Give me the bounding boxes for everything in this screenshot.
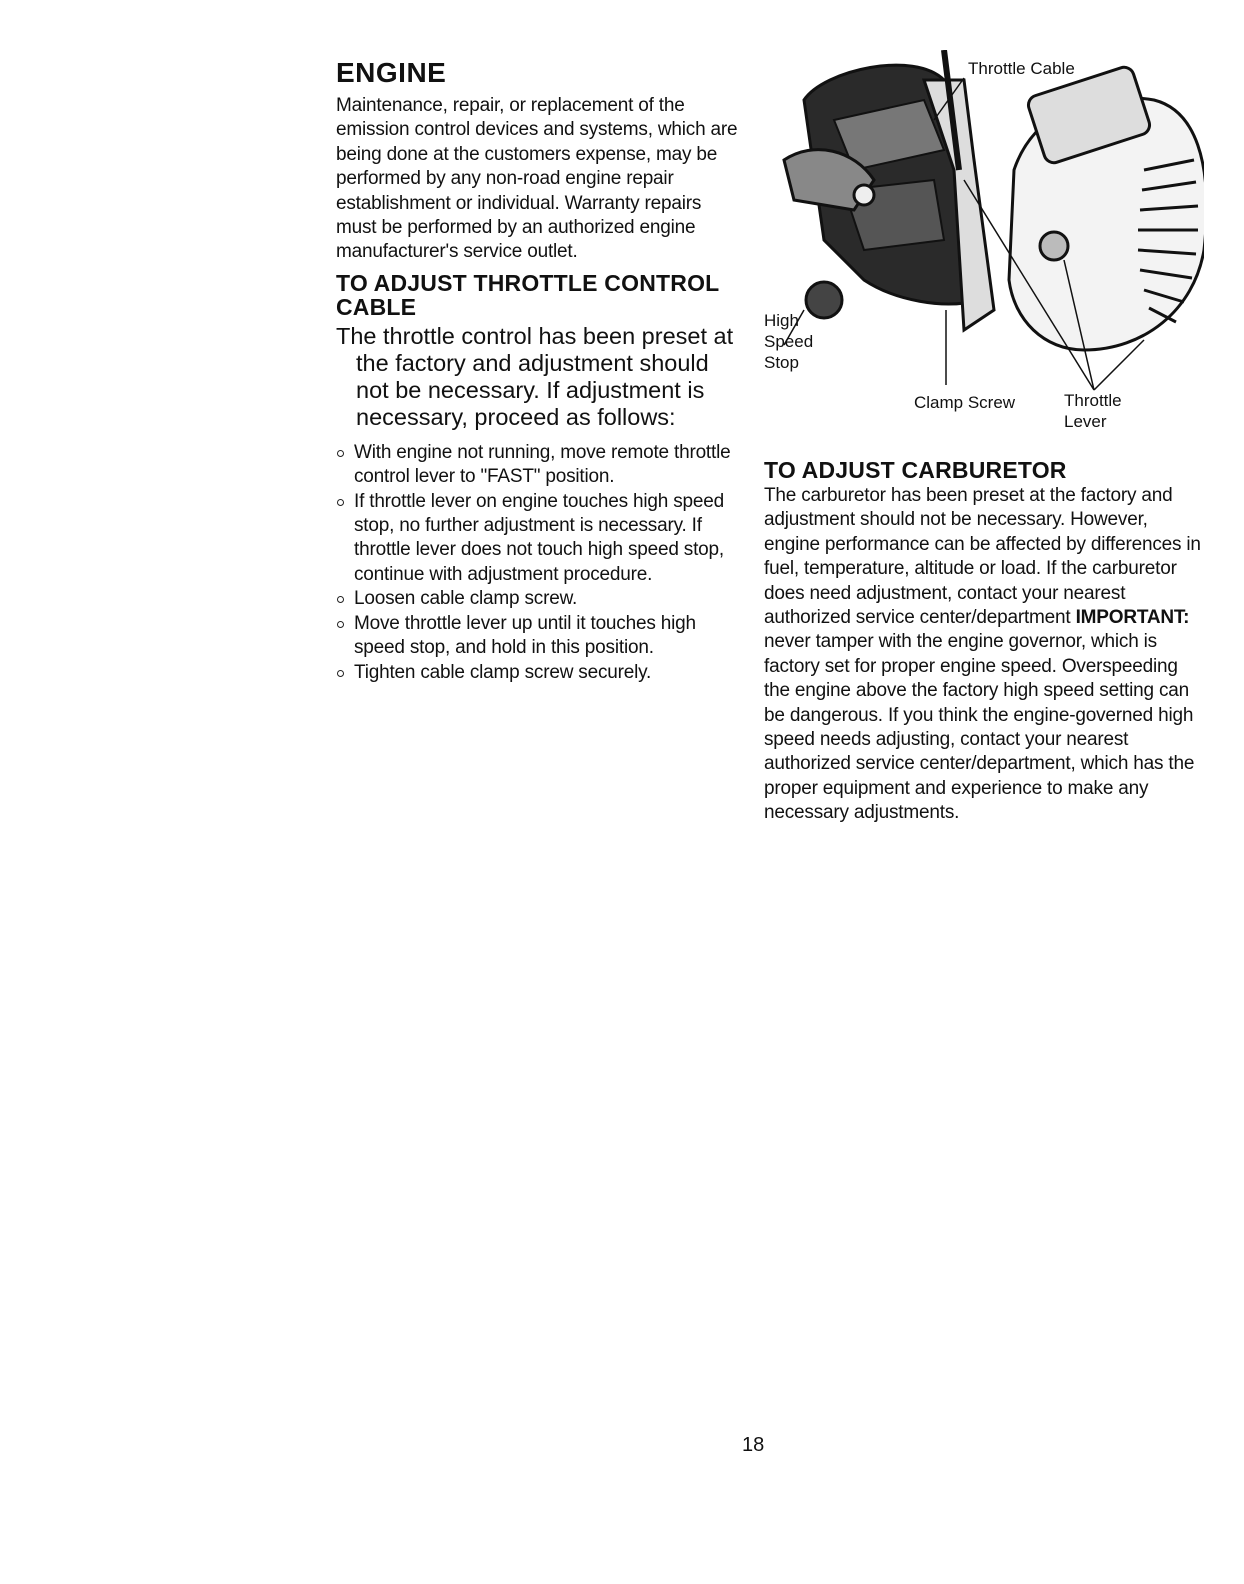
list-item: Loosen cable clamp screw.	[336, 587, 746, 611]
important-body: never tamper with the engine governor, which is factory set for proper engine speed. Overspeeding the engine above the factory high speed setting can be dangerous. If you think the engine-governed high speed needs adjusting, contact your nearest authorized service center/department, which has the proper equipment and experience to make any necessary adjustments.	[764, 631, 1195, 824]
label-throttle-cable	[968, 58, 1075, 79]
throttle-heading: TO ADJUST THROTTLE CONTROL CABLE	[336, 269, 719, 320]
carburetor-heading: TO ADJUST CARBURETOR	[764, 457, 1067, 483]
throttle-intro: The throttle control has been preset at the factory and adjustment should not be necessary. If adjustment is necessary, proceed as follows:	[336, 322, 734, 430]
throttle-figure	[764, 50, 1204, 450]
page-number: 18	[742, 1434, 765, 1456]
label-text: Clamp Screw	[914, 393, 1016, 412]
throttle-steps	[336, 441, 746, 685]
label-high-speed-stop	[764, 310, 834, 373]
label-text: Throttle Lever	[1064, 391, 1122, 431]
carburetor-paragraph	[764, 484, 1204, 826]
left-column	[336, 58, 746, 685]
list-item: With engine not running, move remote throttle control lever to "FAST" position.	[336, 441, 746, 490]
list-item: Move throttle lever up until it touches high speed stop, and hold in this position.	[336, 612, 746, 661]
list-item: If throttle lever on engine touches high speed stop, no further adjustment is necessary. If throttle lever does not touch high speed stop, continue with adjustment procedure.	[336, 490, 746, 588]
label-text: Throttle Cable	[968, 59, 1075, 78]
list-item: Tighten cable clamp screw securely.	[336, 661, 746, 685]
engine-paragraph: Maintenance, repair, or replacement of the emission control devices and systems, which are being done at the customers expense, may be performed by any non-road engine repair establishment or individual. Warranty repairs must be performed by an authorized engine manufacturer's service outlet.	[336, 95, 738, 263]
label-clamp-screw	[914, 392, 1015, 413]
carburetor-section	[764, 458, 1204, 826]
label-text: High Speed Stop	[764, 311, 814, 372]
label-throttle-lever	[1064, 390, 1144, 432]
important-label: IMPORTANT:	[1075, 607, 1190, 629]
carburetor-body: The carburetor has been preset at the factory and adjustment should not be necessary. However, engine performance can be affected by differences in fuel, temperature, altitude or load. If the carburetor does need adjustment, contact your nearest authorized service center/department	[764, 485, 1201, 629]
engine-heading: ENGINE	[336, 57, 447, 88]
